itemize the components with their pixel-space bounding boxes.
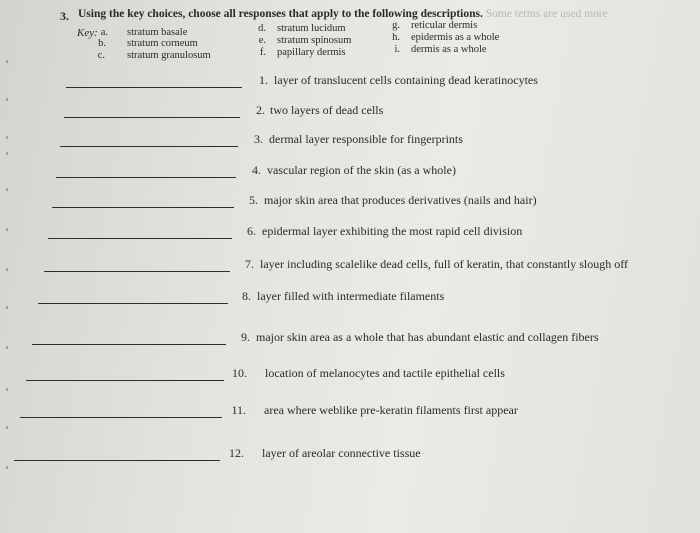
item-number: 5. [249,193,258,207]
key-choice: stratum basale [127,27,188,38]
instruction-text: Using the key choices, choose all responses that apply to the following descriptions. [78,8,483,20]
item-description: vascular region of the skin (as a whole) [267,163,456,177]
key-letter: i. [394,44,400,55]
key-choice: stratum corneum [127,38,198,49]
item-description: dermal layer responsible for fingerprints [269,132,463,146]
item-number: 8. [242,289,251,303]
answer-blank[interactable] [64,117,240,118]
answer-blank[interactable] [20,417,222,418]
answer-blank[interactable] [44,271,230,272]
item-description: layer including scalelike dead cells, full of keratin, that constantly slough off [260,257,629,271]
key-choice: dermis as a whole [411,44,487,55]
key-choice: stratum spinosum [277,35,352,46]
key-choice: reticular dermis [411,20,478,31]
notebook-margin-holes [0,0,18,533]
answer-blank[interactable] [52,207,234,208]
answer-blank[interactable] [48,238,232,239]
item-number: 10. [232,366,247,380]
item-description: layer filled with intermediate filaments [257,289,445,303]
item-description: major skin area that produces derivatives (nails and hair) [264,193,537,207]
question-number: 3. [60,9,69,23]
item-description: two layers of dead cells [270,103,384,117]
item-number: 2. [256,103,265,117]
item-number: 11. [231,403,246,417]
item-number: 1. [259,73,268,87]
answer-blank[interactable] [38,303,228,304]
item-description: layer of areolar connective tissue [262,446,421,460]
question-instruction [78,8,608,20]
item-number: 9. [241,330,250,344]
instruction-cutoff-text: Some terms are used more [485,8,608,20]
answer-blank[interactable] [26,380,224,381]
key-choice: epidermis as a whole [411,32,500,43]
answer-blank[interactable] [56,177,236,178]
item-description: location of melanocytes and tactile epithelial cells [265,366,505,380]
key-letter: c. [97,50,105,61]
item-number: 12. [229,446,244,460]
item-description: layer of translucent cells containing dead keratinocytes [274,73,538,87]
item-number: 3. [254,132,263,146]
item-description: area where weblike pre-keratin filaments first appear [264,403,518,417]
item-number: 4. [252,163,261,177]
answer-blank[interactable] [66,87,242,88]
item-description: major skin area as a whole that has abundant elastic and collagen fibers [256,330,599,344]
answer-blank[interactable] [32,344,226,345]
key-choice: stratum granulosum [127,50,211,61]
key-letter: f. [259,47,266,58]
key-letter: a. [100,27,108,38]
key-label: Key: [77,27,98,39]
item-description: epidermal layer exhibiting the most rapid cell division [262,224,523,238]
key-letter: e. [258,35,266,46]
answer-blank[interactable] [60,146,238,147]
key-letter: h. [392,32,400,43]
key-letter: g. [392,20,400,31]
key-letter: b. [98,38,106,49]
item-number: 7. [245,257,254,271]
item-number: 6. [247,224,256,238]
key-letter: d. [258,23,266,34]
answer-blank[interactable] [14,460,220,461]
key-choice: stratum lucidum [277,23,346,34]
key-choice: papillary dermis [277,47,346,58]
